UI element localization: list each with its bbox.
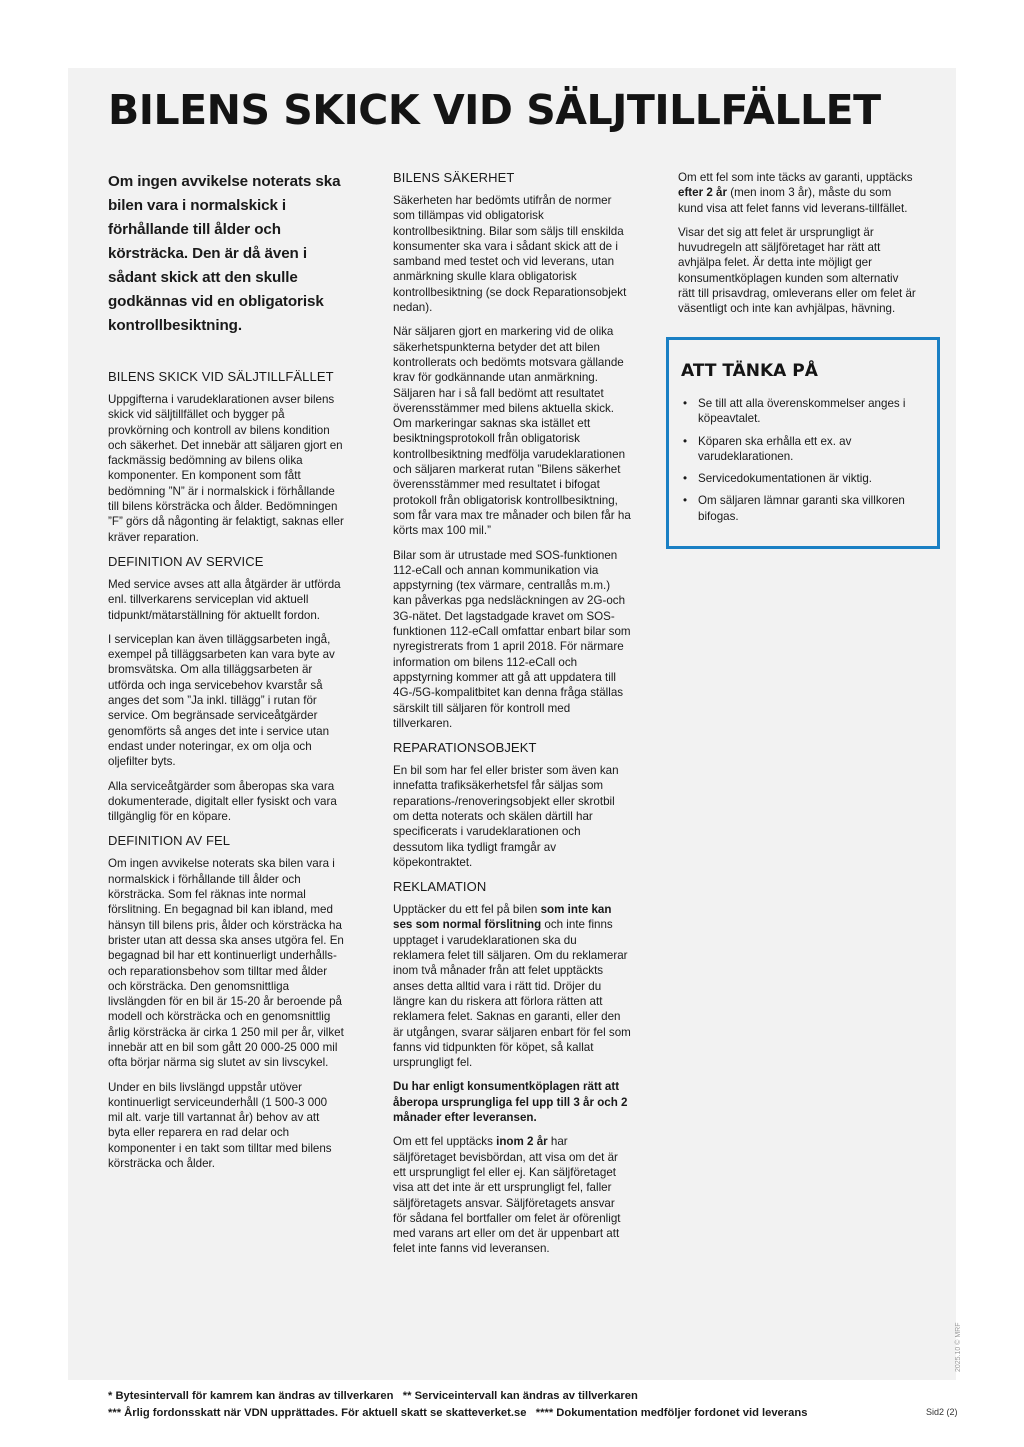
heading-reklamation: REKLAMATION xyxy=(393,879,487,895)
paragraph: Om ingen avvikelse noterats ska bilen vara i normalskick i förhållande till ålder och körsträcka. Som fel räknas inte normal förslitning. En begagnad bil kan ibland, med hänsyn till bilens pris, ålder och körsträcka ha brister utan att dessa ska anses utgöra fel. En begagnad bil har ett kontinuerligt underhålls- och reparationsbehov som tilltar med ålder och körsträcka. Den genomsnittliga livslängden för en bil är 15-20 år beroende på modell och körsträcka och en genomsnittlig årlig körsträcka är cirka 1 250 mil per år, vilket innebär att en bil som gått 20 000-25 000 mil ofta börjar närma sig slutet av sin livscykel. xyxy=(108,857,344,1070)
bold-run: Du har enligt konsumentköplagen rätt att åberopa ursprungliga fel upp till 3 år och 2 månader efter leveransen. xyxy=(393,1080,628,1125)
text-run: Om ett fel som inte täcks av garanti, upptäcks xyxy=(678,171,913,184)
paragraph: Uppgifterna i varudeklarationen avser bilens skick vid säljtillfället och bygger på provkörning och kontroll av bilens kondition och säkerhet. Det innebär att säljaren gjort en fackmässig bedömning av bilens olika komponenter. En komponent som fått bedömning ”N” är i normalskick i förhållande till bilens körsträcka och ålder. Bedömningen ”F” görs då någonting är felaktigt, saknas eller kräver reparation. xyxy=(108,393,344,544)
paragraph: I serviceplan kan även tilläggsarbeten ingå, exempel på tilläggsarbeten kan vara byte av bromsvätska. Om alla tilläggsarbeten är utförda och inga servicebehov kvarstår så anges det som ”Ja inkl. tillägg” i rutan för service. Om begränsade serviceåtgärder genomförts så anges det inte i service utan endast under noteringar, ex om olja och oljefilter byts. xyxy=(108,632,335,769)
paragraph: Med service avses att alla åtgärder är utförda enl. tillverkarens serviceplan vid aktuell tidpunkt/mätarställning för aktuellt fordon. xyxy=(108,577,341,622)
tips-box xyxy=(666,337,940,549)
heading-service: DEFINITION AV SERVICE xyxy=(108,553,264,569)
tips-box-title: ATT TÄNKA PÅ xyxy=(681,361,818,381)
text-run: och inte finns upptaget i varudeklarationen ska du reklamera felet till säljaren. Om du reklamerar inom två månader från att felet upptäckts anses detta alltid vara i rätt tid. Dröjer du längre kan du riskera att förlora rätten att reklamera felet. Saknas en garanti, eller den är utgången, svarar säljaren enbart för fel som fanns vid tidpunkten för köpet, så kallat ursprungligt fel. xyxy=(393,918,631,1070)
text-run: har säljföretaget bevisbördan, att visa om det är ett ursprungligt fel eller ej. Kan säljföretaget visa att det inte är ett ursprungligt fel, faller säljföretagets ansvar. Säljföretagets ansvar för sådana fel bortfaller om felet är oförenligt med varans art eller om det är uppenbart att felet inte fanns vid leveransen. xyxy=(393,1135,621,1256)
footnote-line: * Bytesintervall för kamrem kan ändras av tillverkaren ** Serviceintervall kan ändras av tillverkaren xyxy=(108,1390,638,1402)
list-item: • Se till att alla överenskommelser anges i köpeavtalet. xyxy=(681,396,923,427)
column-right xyxy=(678,170,918,326)
list-item: • Köparen ska erhålla ett ex. av varudeklarationen. xyxy=(681,434,923,465)
paragraph: En bil som har fel eller brister som även kan innefatta trafiksäkerhetsfel får säljas som reparations-/renoveringsobjekt eller skrotbil om detta noterats och skälen därtill har specificerats i varudeklarationen och dessutom lika tydligt framgår av köpekontraktet. xyxy=(393,764,619,869)
paragraph xyxy=(393,902,631,1070)
paragraph: Under en bils livslängd uppstår utöver kontinuerligt serviceunderhåll (1 500-3 000 mil alt. varje till vartannat år) behov av att byta eller reparera en rad delar och komponenter i en takt som tilltar med bilens körsträcka och ålder. xyxy=(108,1080,332,1171)
paragraph xyxy=(678,170,918,216)
text-run: Om ett fel upptäcks xyxy=(393,1135,497,1149)
footnote-line: *** Årlig fordonsskatt när VDN upprättades. För aktuell skatt se skatteverket.se **** Dokumentation medföljer fordonet vid leverans xyxy=(108,1407,808,1419)
heading-fel: DEFINITION AV FEL xyxy=(108,833,231,849)
footnotes xyxy=(108,1388,948,1422)
lead-paragraph: Om ingen avvikelse noterats ska bilen vara i normalskick i förhållande till ålder och körsträcka. Den är då även i sådant skick att den skulle godkännas vid en obligatorisk kontrollbesiktning. xyxy=(108,173,341,334)
page-title: BILENS SKICK VID SÄLJTILLFÄLLET xyxy=(108,86,881,134)
page-number: Sid2 (2) xyxy=(926,1407,958,1417)
heading-skick: BILENS SKICK VID SÄLJTILLFÄLLET xyxy=(108,369,334,384)
paragraph: Säkerheten har bedömts utifrån de normer som tillämpas vid obligatorisk kontrollbesiktning. Bilar som säljs till enskilda konsumenter ska vara i sådant skick att de i samband med testet och vid leverans, utan anmärkning skulle klara obligatorisk kontrollbesiktning (se dock Reparationsobjekt nedan). xyxy=(393,194,627,315)
bold-run: efter 2 år xyxy=(678,186,727,200)
bold-run: som inte kan ses som normal förslitning xyxy=(393,903,612,932)
text-run: Upptäcker du ett fel på bilen xyxy=(393,903,541,917)
tips-list xyxy=(681,396,923,524)
heading-sakerhet: BILENS SÄKERHET xyxy=(393,170,515,185)
column-left xyxy=(108,170,344,1180)
column-middle xyxy=(393,170,631,1266)
heading-reparationsobjekt: REPARATIONSOBJEKT xyxy=(393,740,537,756)
text-run: (men inom 3 år), måste du som kund visa att felet fanns vid leverans-tillfället. xyxy=(678,186,908,215)
paragraph: Visar det sig att felet är ursprungligt är huvudregeln att säljföretaget har rätt att avhjälpa felet. Är detta inte möjligt ger konsumentköplagen kunden som alternativ rätt till prisavdrag, omleverans eller om felet är väsentligt och inte kan avhjälpas, hävning. xyxy=(678,225,916,316)
paragraph xyxy=(393,1134,631,1256)
list-item: • Servicedokumentationen är viktig. xyxy=(681,471,923,486)
paragraph: Alla serviceåtgärder som åberopas ska vara dokumenterade, digitalt eller fysiskt och vara tillgänglig för en köpare. xyxy=(108,779,337,824)
paragraph: När säljaren gjort en markering vid de olika säkerhetspunkterna betyder det att bilen kontrollerats och bedömts motsvara gällande krav för godkännande utan anmärkning. Säljaren har i så fall bedömt att resultatet överensstämmer med bilens aktuella skick. Om markeringar saknas ska istället ett besiktningsprotokoll från obligatorisk kontrollbesiktning medfölja varudeklarationen och säljaren markerat rutan ”Bilens säkerhet överensstämmer med resultatet i bifogat protokoll från obligatorisk kontrollbesiktning, som får vara max tre månader och bilen får ha körts max 100 mil.” xyxy=(393,325,631,538)
bold-run: inom 2 år xyxy=(496,1135,548,1149)
list-item: • Om säljaren lämnar garanti ska villkoren bifogas. xyxy=(681,493,923,524)
paragraph: Bilar som är utrustade med SOS-funktionen 112-eCall och annan kommunikation via appstyrning (tex värmare, centrallås m.m.) kan påverkas pga nedsläckningen av 2G-och 3G-nätet. Det lagstadgade kravet om SOS-funktionen 112-eCall omfattar enbart bilar som nyregistrerats from 1 april 2018. För närmare information om bilens 112-eCall och appstyrning kommer att gå att uppdatera till 4G-/5G-kompalitbitet kan denna fråga ställas särskilt till säljaren för kontroll med tillverkaren. xyxy=(393,548,631,730)
copyright-vertical: 2025.10 © MRF xyxy=(955,1322,962,1372)
paragraph-bold xyxy=(393,1079,631,1125)
